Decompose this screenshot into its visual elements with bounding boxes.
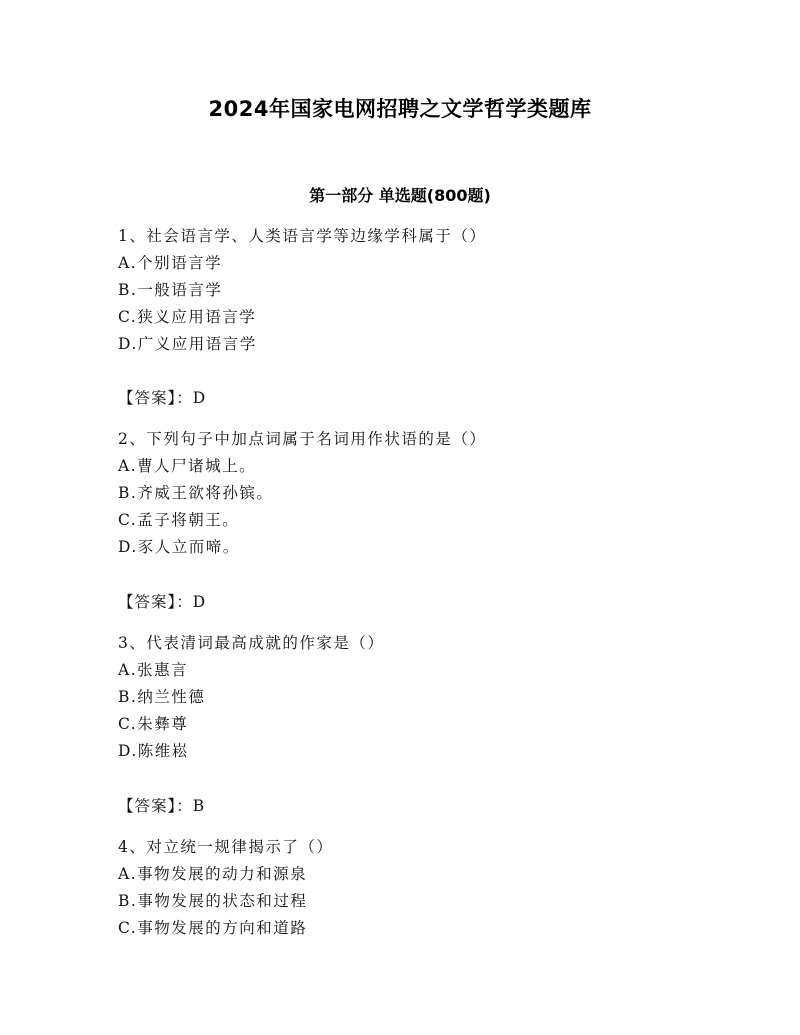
question-stem: 1、社会语言学、人类语言学等边缘学科属于（） [118,227,487,245]
question-stem: 4、对立统一规律揭示了（） [118,838,334,856]
answer-2: 【答案】：D [118,593,207,611]
document-title: 2024年国家电网招聘之文学哲学类题库 [208,97,592,121]
option-d: D.豕人立而啼。 [118,538,240,556]
option-c: C.朱彝尊 [118,715,189,733]
option-b: B.齐威王欲将孙镔。 [118,484,274,502]
option-a: A.曹人尸诸城上。 [118,457,257,475]
question-stem: 2、下列句子中加点词属于名词用作状语的是（） [118,430,487,448]
option-b: B.纳兰性德 [118,688,206,706]
option-a: A.事物发展的动力和源泉 [118,865,308,883]
question-1 [118,223,738,358]
option-a: A.张惠言 [118,661,189,679]
answer-3: 【答案】：B [118,797,206,815]
option-c: C.狭义应用语言学 [118,308,257,326]
option-b: B.事物发展的状态和过程 [118,892,308,910]
section-title: 第一部分 单选题(800题) [309,186,491,205]
answer-1: 【答案】：D [118,389,207,407]
option-d: D.陈维崧 [118,742,189,760]
option-d: D.广义应用语言学 [118,335,257,353]
question-stem: 3、代表清词最高成就的作家是（） [118,634,385,652]
option-a: A.个别语言学 [118,254,223,272]
option-b: B.一般语言学 [118,281,223,299]
question-2 [118,426,738,561]
option-c: C.孟子将朝王。 [118,511,240,529]
question-3 [118,630,738,765]
question-4 [118,834,738,942]
option-c: C.事物发展的方向和道路 [118,919,308,937]
